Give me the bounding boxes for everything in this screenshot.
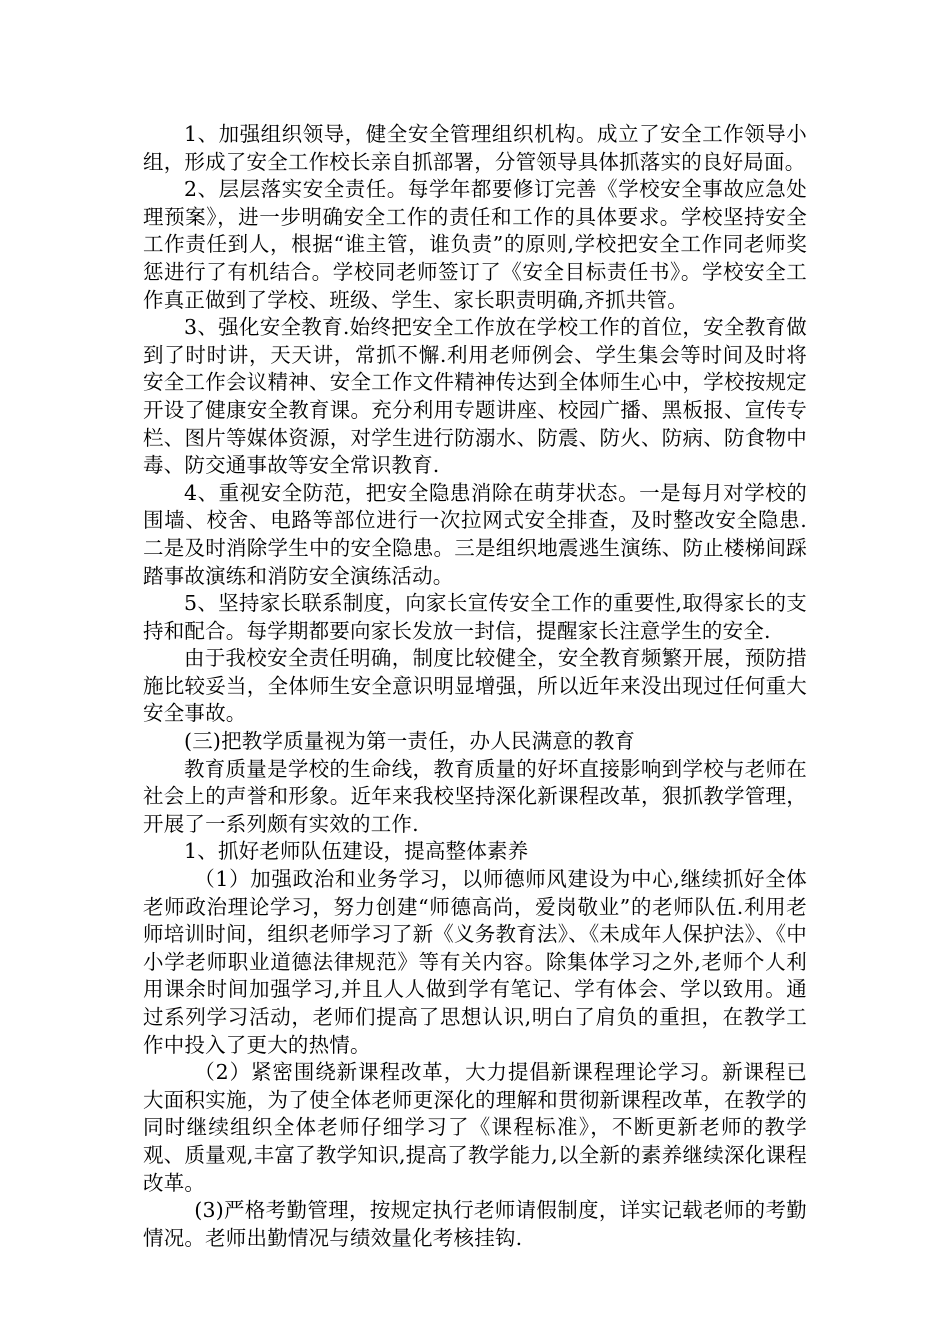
paragraph-political-study: （1）加强政治和业务学习，以师德师风建设为中心,继续抓好全体老师政治理论学习，努力创建“师德高尚，爱岗敬业”的老师队伍.利用老师培训时间，组织老师学习了新《义务教育法》、《未成年人保护法》、《中小学老师职业道德法律规范》等有关内容。除集体学习之外,老师个人利用课余时间加强学习,并且人人做到学有笔记、学有体会、学以致用。通过系列学习活动，老师们提高了思想认识,明白了肩负的重担，在教学工作中投入了更大的热情。 [143, 867, 807, 1057]
document-body [143, 121, 807, 1252]
paragraph-curriculum-reform: （2）紧密围绕新课程改革，大力提倡新课程理论学习。新课程已大面积实施，为了使全体老师更深化的理解和贯彻新课程改革，在教学的同时继续组织全体老师仔细学习了《课程标准》，不断更新老师的教学观、质量观,丰富了教学知识,提高了教学能力,以全新的素养继续深化课程改革。 [143, 1060, 807, 1195]
paragraph-teaching-quality-intro: 教育质量是学校的生命线，教育质量的好坏直接影响到学校与老师在社会上的声誉和形象。近年来我校坚持深化新课程改革，狠抓教学管理，开展了一系列颇有实效的工作. [143, 756, 807, 836]
section-heading-teaching-quality: (三)把教学质量视为第一责任，办人民满意的教育 [184, 729, 636, 754]
paragraph-safety-summary: 由于我校安全责任明确，制度比较健全，安全教育频繁开展，预防措施比较妥当，全体师生安全意识明显增强，所以近年来没出现过任何重大安全事故。 [143, 646, 807, 726]
paragraph-safety-prevention: 4、重视安全防范，把安全隐患消除在萌芽状态。一是每月对学校的围墙、校舍、电路等部位进行一次拉网式安全排查，及时整改安全隐患.二是及时消除学生中的安全隐患。三是组织地震逃生演练、防止楼梯间踩踏事故演练和消防安全演练活动。 [143, 480, 807, 588]
paragraph-safety-responsibility: 2、层层落实安全责任。每学年都要修订完善《学校安全事故应急处理预案》，进一步明确安全工作的责任和工作的具体要求。学校坚持安全工作责任到人，根据“谁主管，谁负责”的原则,学校把安全工作同老师奖惩进行了有机结合。学校同老师签订了《安全目标责任书》。学校安全工作真正做到了学校、班级、学生、家长职责明确,齐抓共管。 [143, 177, 807, 312]
paragraph-safety-education: 3、强化安全教育.始终把安全工作放在学校工作的首位，安全教育做到了时时讲，天天讲，常抓不懈.利用老师例会、学生集会等时间及时将安全工作会议精神、安全工作文件精神传达到全体师生心中，学校按规定开设了健康安全教育课。充分利用专题讲座、校园广播、黑板报、宣传专栏、图片等媒体资源，对学生进行防溺水、防震、防火、防病、防食物中毒、防交通事故等安全常识教育. [143, 315, 807, 478]
subheading-teacher-team: 1、抓好老师队伍建设，提高整体素养 [184, 839, 529, 864]
paragraph-safety-organization: 1、加强组织领导，健全安全管理组织机构。成立了安全工作领导小组，形成了安全工作校长亲自抓部署，分管领导具体抓落实的良好局面。 [143, 122, 807, 174]
paragraph-attendance: (3)严格考勤管理，按规定执行老师请假制度，详实记载老师的考勤情况。老师出勤情况与绩效量化考核挂钩. [143, 1198, 807, 1250]
paragraph-parent-contact: 5、坚持家长联系制度，向家长宣传安全工作的重要性,取得家长的支持和配合。每学期都要向家长发放一封信，提醒家长注意学生的安全. [143, 591, 807, 643]
